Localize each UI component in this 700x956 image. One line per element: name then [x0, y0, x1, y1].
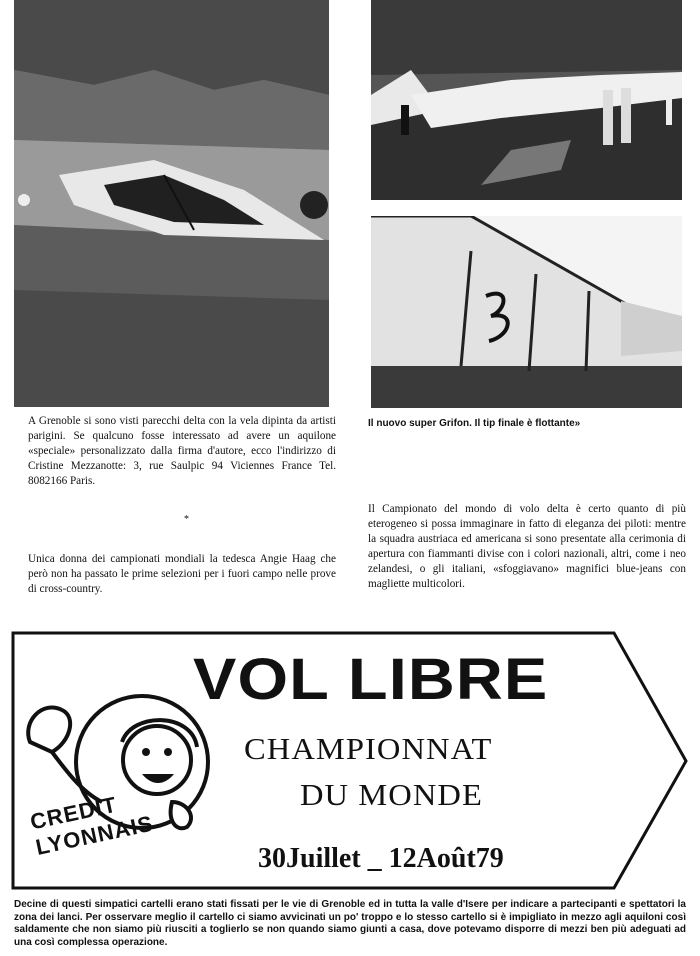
- separator-star: *: [184, 514, 189, 525]
- credit-lyonnais-logo-text: CREDIT LYONNAIS: [28, 791, 156, 860]
- bottom-caption: Decine di questi simpatici cartelli erano stati fissati per le vie di Grenoble ed in tutta la valle d'Isere per indicare a partecipanti e spettatori la zona dei lanci. Per osservare meglio il cartello ci siamo avvicinati un po' troppo e lo stesso cartello si è impigliato in mezzo agli aquiloni così saldamente che non siamo più riusciti a toglierlo se non quando siamo giunti a casa, dove potevamo disporre di mezzi ben più adeguati ad una così complessa operazione.: [14, 899, 686, 948]
- caption-campionato: Il Campionato del mondo di volo delta è certo quanto di più eterogeneo si possa immaginare in fatto di eleganza dei piloti: mentre la squadra austriaca ed americana si sono presentate alla cerimonia di apertura con fiammanti divise con i colori nazionali, altri, come i neo zelandesi, o gli italiani, «sfoggiavano» magnifici blue-jeans con magliette multicolori.: [368, 503, 686, 590]
- banner-dates: 30Juillet _ 12Août79: [258, 843, 504, 874]
- banner-line-championnat: CHAMPIONNAT: [244, 731, 493, 766]
- caption-super-grifon: Il nuovo super Grifon. Il tip finale è flottante»: [368, 418, 581, 429]
- banner-line-du-monde: DU MONDE: [300, 777, 483, 812]
- banner-title: VOL LIBRE: [193, 647, 549, 712]
- caption-painted-delta: A Grenoble si sono visti parecchi delta con la vela dipinta da artisti parigini. Se qualcuno fosse interessato ad avere un aquilone «speciale» personalizzato dalla firma d'autore, ecco l'indirizzo di Cristine Mezzanotte: 3, rue Saulpic 94 Viciennes France Tel. 8082166 Paris.: [28, 415, 336, 487]
- caption-angie-haag: Unica donna dei campionati mondiali la tedesca Angie Haag che però non ha passato le prime selezioni per i fuori campo nelle prove di cross-country.: [28, 553, 336, 595]
